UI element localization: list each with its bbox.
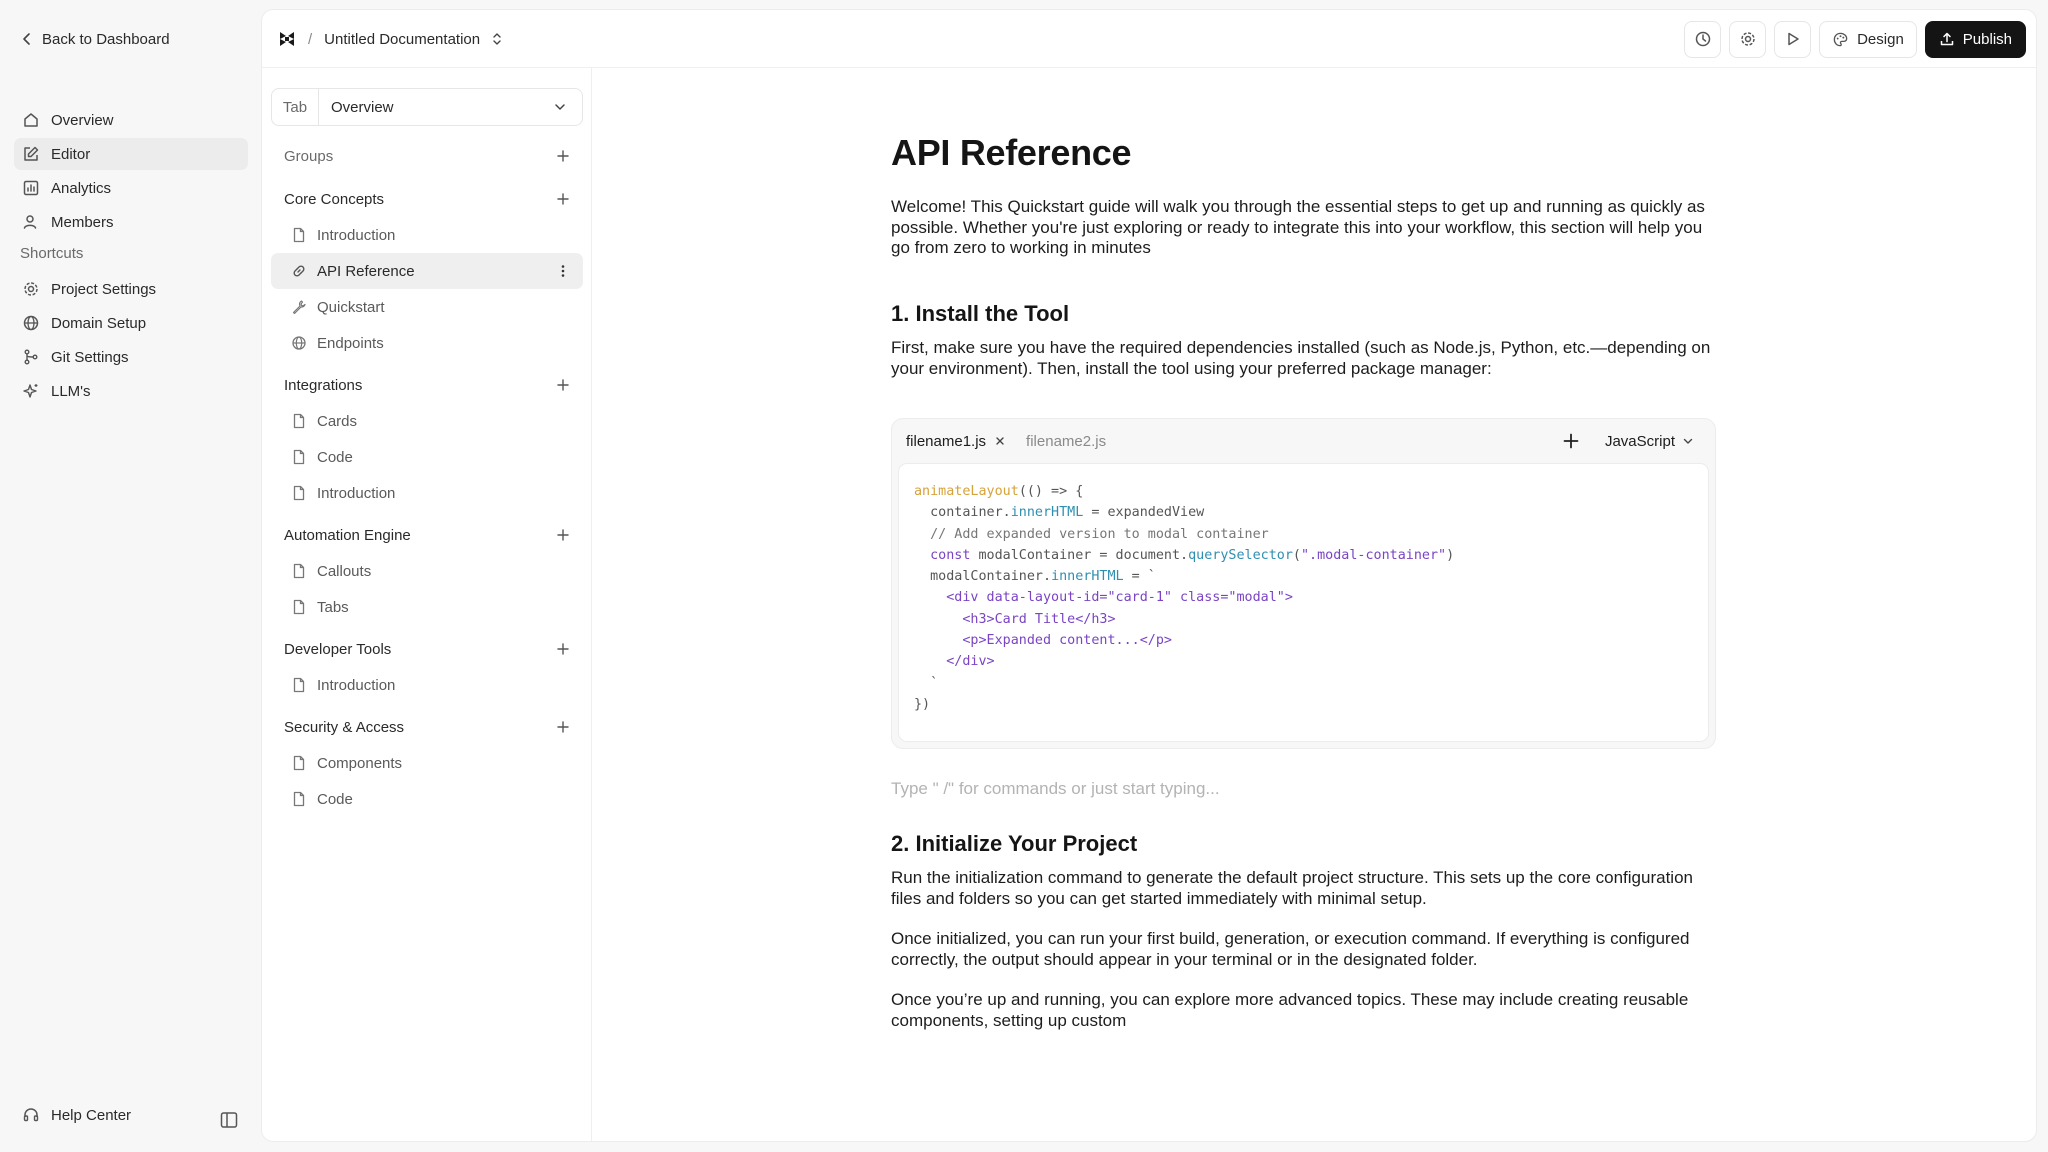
nav-item-editor[interactable] [14, 138, 248, 170]
main-panel [261, 9, 2037, 1142]
code-tab-label: filename2.js [1026, 432, 1107, 450]
publish-button[interactable] [1925, 21, 2026, 58]
chevron-down-icon [550, 100, 570, 114]
upload-icon [1939, 31, 1955, 47]
file-icon [290, 563, 307, 580]
gear-icon [22, 280, 40, 298]
doc-title[interactable]: Untitled Documentation [324, 30, 481, 48]
add-page-icon[interactable] [555, 641, 571, 657]
page-label: Endpoints [317, 334, 384, 352]
help-center-link[interactable] [22, 1106, 131, 1124]
group-integrations[interactable] [271, 367, 583, 403]
section-heading-install[interactable]: 1. Install the Tool [891, 301, 1070, 326]
nav-item-analytics[interactable] [14, 172, 248, 204]
page-label: Introduction [317, 484, 396, 502]
initialize-paragraph-3[interactable]: Once you’re up and running, you can explore more advanced topics. These may include creating reusable components, setting up custom [891, 990, 1689, 1030]
install-paragraph[interactable]: First, make sure you have the required dependencies installed (such as Node.js, Python, etc.—depending on your environment). Then, install the tool using your preferred package manager: [891, 338, 1711, 378]
shortcuts-heading: Shortcuts [20, 245, 84, 262]
page-item-components[interactable] [271, 745, 583, 781]
shortcut-label: Domain Setup [51, 314, 147, 332]
preview-button[interactable] [1774, 21, 1811, 58]
page-item-quickstart[interactable] [271, 289, 583, 325]
history-button[interactable] [1684, 21, 1721, 58]
page-label: Cards [317, 412, 358, 430]
help-label: Help Center [51, 1106, 132, 1124]
editor-placeholder[interactable]: Type " /" for commands or just start typing... [891, 779, 1220, 798]
page-item-introduction[interactable] [271, 667, 583, 703]
chevron-left-icon [22, 32, 32, 46]
main-nav [14, 104, 248, 240]
chevron-down-icon [1681, 434, 1695, 448]
code-tabs [892, 419, 1715, 463]
group-developer-tools[interactable] [271, 631, 583, 667]
group-title: Integrations [284, 376, 363, 394]
close-icon[interactable] [994, 435, 1006, 447]
page-item-callouts[interactable] [271, 553, 583, 589]
group-title: Automation Engine [284, 526, 411, 544]
shortcut-git-settings[interactable] [14, 341, 248, 373]
page-item-api-reference[interactable] [271, 253, 583, 289]
page-label: Code [317, 790, 353, 808]
page-label: Quickstart [317, 298, 385, 316]
tab-selector-value: Overview [331, 98, 394, 116]
palette-icon [1832, 31, 1849, 48]
groups-label: Groups [284, 147, 334, 165]
left-sidebar [0, 0, 261, 1152]
add-tab-icon[interactable] [1561, 431, 1581, 451]
shortcuts-nav [14, 273, 248, 409]
add-page-icon[interactable] [555, 719, 571, 735]
page-title[interactable]: API Reference [891, 132, 1132, 173]
nav-item-label: Members [51, 213, 114, 231]
analytics-icon [22, 179, 40, 197]
code-block [891, 418, 1716, 749]
group-automation-engine[interactable] [271, 517, 583, 553]
file-icon [290, 413, 307, 430]
page-item-endpoints[interactable] [271, 325, 583, 361]
file-icon [290, 755, 307, 772]
page-label: Introduction [317, 676, 396, 694]
page-tree [262, 68, 592, 1142]
page-label: Callouts [317, 562, 372, 580]
globe-icon [290, 335, 307, 352]
page-label: Tabs [317, 598, 349, 616]
group-security-access[interactable] [271, 709, 583, 745]
git-icon [22, 348, 40, 366]
tab-selector[interactable] [271, 88, 583, 126]
nav-item-overview[interactable] [14, 104, 248, 136]
globe-icon [22, 314, 40, 332]
publish-label: Publish [1962, 30, 2012, 48]
page-label: API Reference [317, 262, 415, 280]
breadcrumb [278, 10, 502, 68]
page-item-code[interactable] [271, 439, 583, 475]
page-label: Components [317, 754, 403, 772]
shortcut-label: LLM's [51, 382, 91, 400]
shortcut-label: Git Settings [51, 348, 129, 366]
wrench-icon [290, 299, 307, 316]
page-label: Code [317, 448, 353, 466]
file-icon [290, 449, 307, 466]
design-label: Design [1857, 30, 1904, 48]
page-label: Introduction [317, 226, 396, 244]
file-icon [290, 677, 307, 694]
code-tab-filename1[interactable] [906, 433, 1006, 450]
file-icon [290, 599, 307, 616]
back-to-dashboard-link[interactable] [22, 26, 170, 52]
tab-selector-label: Tab [272, 89, 319, 125]
shortcut-project-settings[interactable] [14, 273, 248, 305]
section-heading-initialize[interactable]: 2. Initialize Your Project [891, 831, 1138, 856]
shortcut-domain-setup[interactable] [14, 307, 248, 339]
file-icon [290, 485, 307, 502]
intro-paragraph[interactable]: Welcome! This Quickstart guide will walk you through the essential steps to get up and running as quickly as possible. Whether you're just exploring or ready to integrate this into your workflow, this section will help you go from zero to working in minutes [891, 197, 1705, 257]
file-icon [290, 791, 307, 808]
edit-icon [22, 145, 40, 163]
add-page-icon[interactable] [555, 527, 571, 543]
add-page-icon[interactable] [555, 191, 571, 207]
code-tab-filename2[interactable] [1026, 433, 1106, 450]
language-label: JavaScript [1604, 432, 1675, 450]
shortcut-label: Project Settings [51, 280, 157, 298]
nav-item-members[interactable] [14, 206, 248, 238]
file-icon [290, 227, 307, 244]
initialize-paragraph-1[interactable]: Run the initialization command to generate the default project structure. This sets up the core configuration files and folders so you can get started immediately with minimal setup. [891, 868, 1693, 908]
collapse-sidebar-icon[interactable] [218, 1109, 240, 1131]
history-icon [1694, 30, 1712, 48]
page-item-tabs[interactable] [271, 589, 583, 625]
chevron-updown-icon[interactable] [492, 32, 502, 46]
initialize-paragraph-2[interactable]: Once initialized, you can run your first build, generation, or execution command. If everything is configured correctly, the output should appear in your terminal or in the designated folder. [891, 929, 1690, 969]
nav-item-label: Editor [51, 145, 91, 163]
add-group-icon[interactable] [555, 148, 571, 164]
group-title: Security & Access [284, 718, 405, 736]
page-item-introduction[interactable] [271, 217, 583, 253]
link-icon [290, 263, 307, 280]
top-bar [262, 10, 2036, 68]
group-core-concepts[interactable] [271, 181, 583, 217]
code-tab-label: filename1.js [906, 432, 987, 450]
page-item-introduction[interactable] [271, 475, 583, 511]
gear-icon [1739, 30, 1757, 48]
play-icon [1785, 31, 1801, 47]
settings-button[interactable] [1729, 21, 1766, 58]
tree-list [271, 138, 583, 817]
page-item-code[interactable] [271, 781, 583, 817]
logo-icon [278, 30, 296, 48]
back-label: Back to Dashboard [42, 30, 170, 48]
topbar-actions [1684, 20, 2026, 58]
groups-header [271, 138, 583, 174]
more-options-icon[interactable] [555, 263, 571, 279]
members-icon [22, 213, 40, 231]
nav-item-label: Analytics [51, 179, 112, 197]
language-select[interactable] [1597, 426, 1703, 456]
code-editor[interactable]: animateLayout(() => { container.innerHTML = expandedView // Add expanded version to modal container const modalContainer = document.querySelector(".modal-container") modalContainer.innerHTML = ` <div data-layout-id="card-1" class="modal"> <h3>Card Title</h3> <p>Expanded content...</p> </div> ` }) [898, 463, 1709, 742]
group-title: Developer Tools [284, 640, 392, 658]
sparkle-icon [22, 382, 40, 400]
breadcrumb-separator: / [308, 30, 313, 48]
group-title: Core Concepts [284, 190, 385, 208]
shortcut-llms[interactable] [14, 375, 248, 407]
page-item-cards[interactable] [271, 403, 583, 439]
headset-icon [22, 1106, 40, 1124]
home-icon [22, 111, 40, 129]
add-page-icon[interactable] [555, 377, 571, 393]
nav-item-label: Overview [51, 111, 114, 129]
design-button[interactable] [1819, 21, 1917, 58]
